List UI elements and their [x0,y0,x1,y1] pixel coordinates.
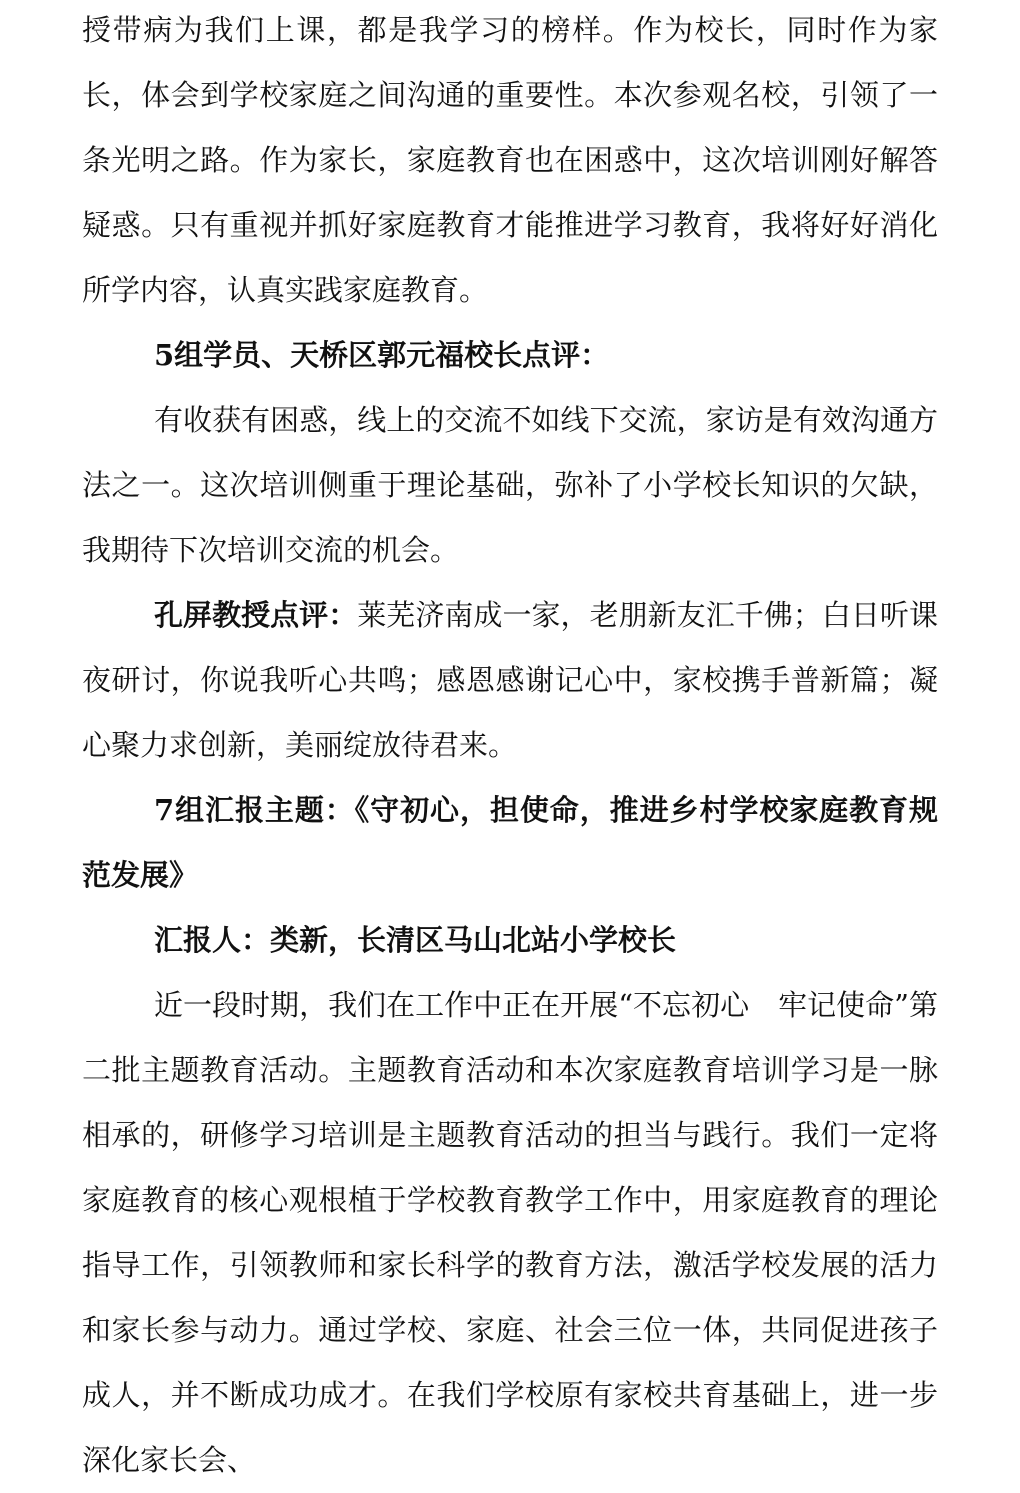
group5-review-paragraph: 有收获有困惑，线上的交流不如线下交流，家访是有效沟通方法之一。这次培训侧重于理论基础，弥补了小学校长知识的欠缺，我期待下次培训交流的机会。 [82,403,938,567]
paragraph-continuation: 授带病为我们上课，都是我学习的榜样。作为校长，同时作为家长，体会到学校家庭之间沟通的重要性。本次参观名校，引领了一条光明之路。作为家长，家庭教育也在困惑中，这次培训刚好解答疑惑。只有重视并抓好家庭教育才能推进学习教育，我将好好消化所学内容，认真实践家庭教育。 [82,13,938,307]
professor-review-label: 孔屏教授点评： [154,598,358,632]
professor-review-paragraph [82,583,938,778]
group5-review-heading: 5组学员、天桥区郭元福校长点评： [154,338,610,372]
document-page [82,0,938,1493]
professor-review-text: 莱芜济南成一家，老朋新友汇千佛；白日听课夜研讨，你说我听心共鸣；感恩感谢记心中，家校携手普新篇；凝心聚力求创新，美丽绽放待君来。 [82,598,938,762]
group7-reporter: 汇报人：类新，长清区马山北站小学校长 [154,923,677,957]
group7-report-topic: 7组汇报主题：《守初心，担使命，推进乡村学校家庭教育规范发展》 [82,793,938,892]
group7-report-paragraph: 近一段时期，我们在工作中正在开展“不忘初心 牢记使命”第二批主题教育活动。主题教育活动和本次家庭教育培训学习是一脉相承的，研修学习培训是主题教育活动的担当与践行。我们一定将家庭教育的核心观根植于学校教育教学工作中，用家庭教育的理论指导工作，引领教师和家长科学的教育方法，激活学校发展的活力和家长参与动力。通过学校、家庭、社会三位一体，共同促进孩子成人，并不断成功成才。在我们学校原有家校共育基础上，进一步深化家长会、 [82,988,938,1477]
